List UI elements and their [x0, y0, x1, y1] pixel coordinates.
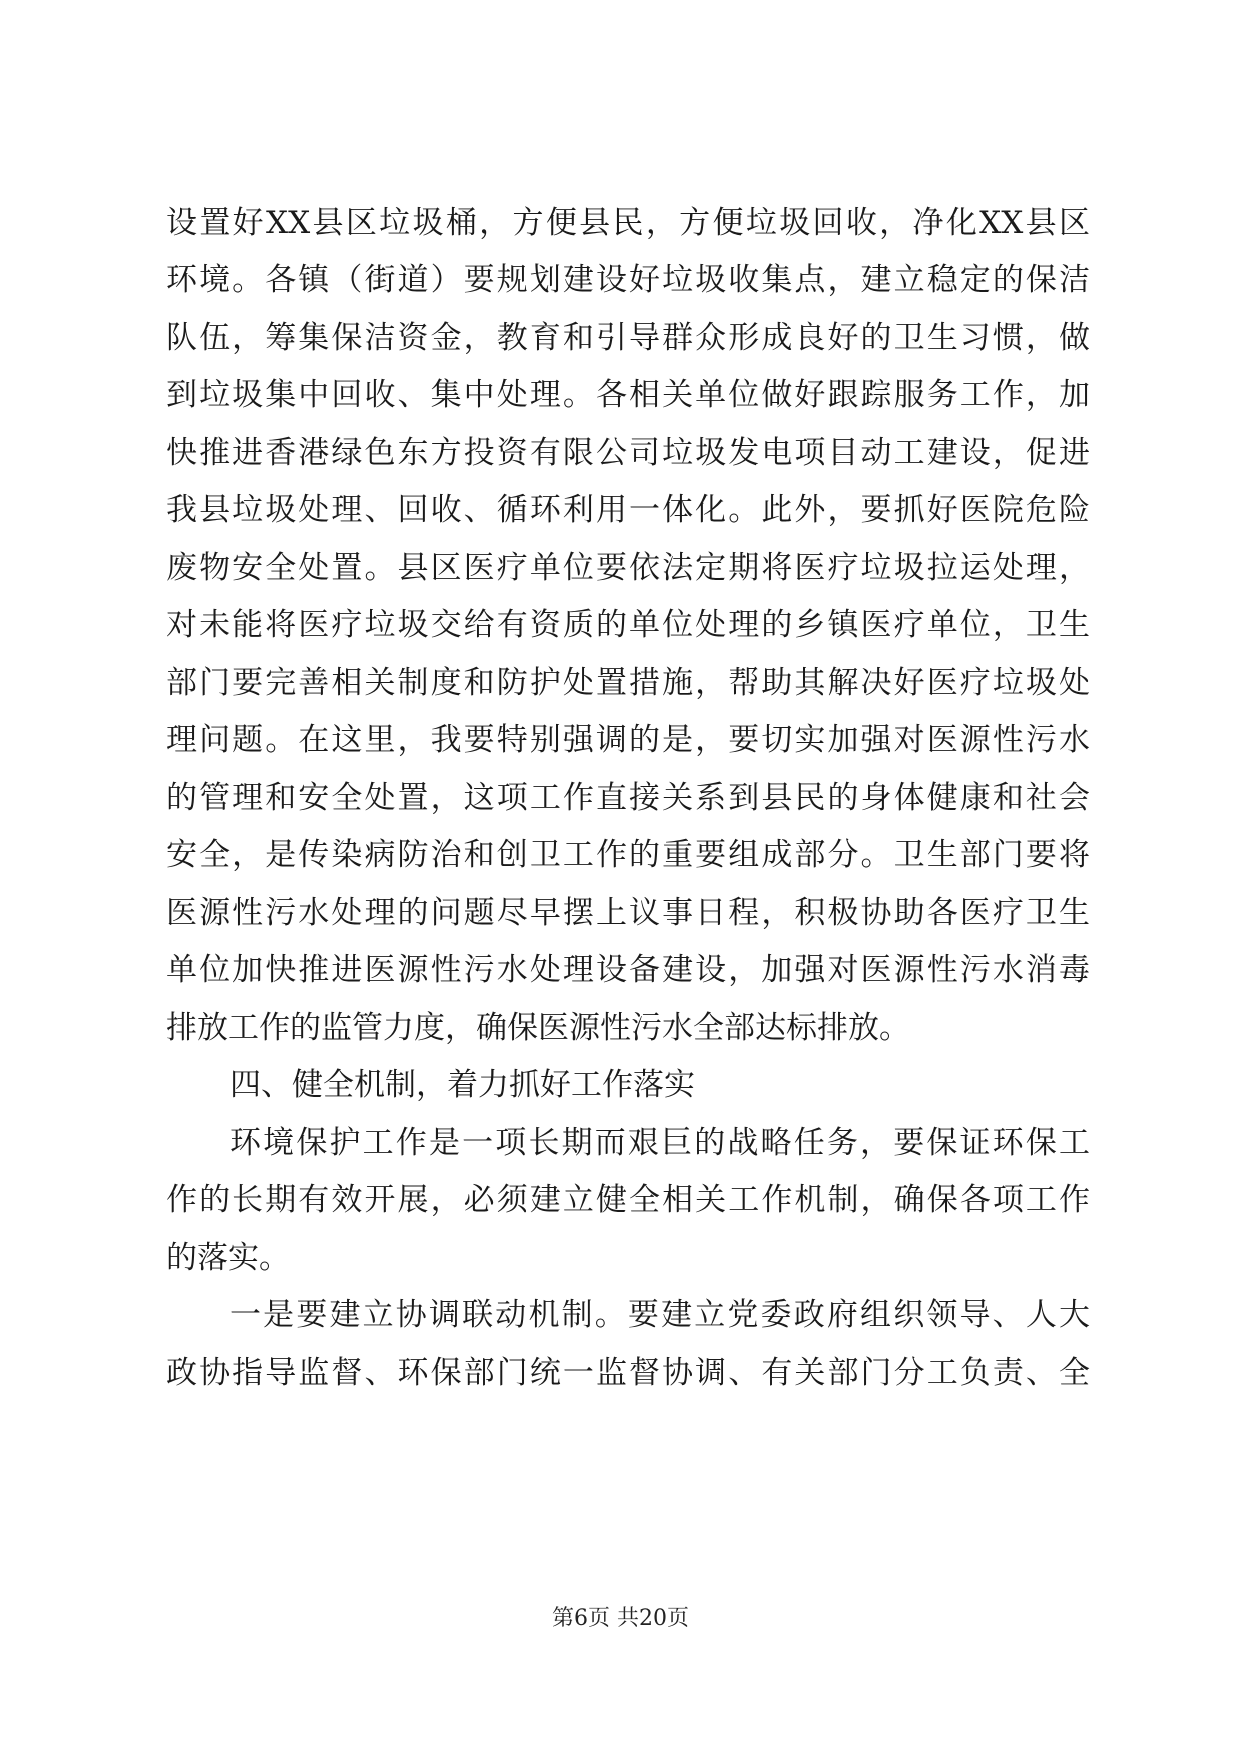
text-line: 设置好XX县区垃圾桶，方便县民，方便垃圾回收，净化XX县区: [166, 205, 1090, 241]
text-line: 的落实。: [166, 1240, 290, 1276]
text-line: 废物安全处置。县区医疗单位要依法定期将医疗垃圾拉运处理，: [166, 550, 1090, 586]
text-line: 环境保护工作是一项长期而艰巨的战略任务，要保证环保工: [230, 1125, 1090, 1161]
text-line: 政协指导监督、环保部门统一监督协调、有关部门分工负责、全: [166, 1355, 1090, 1391]
text-line: 快推进香港绿色东方投资有限公司垃圾发电项目动工建设，促进: [166, 435, 1090, 471]
text-line: 排放工作的监管力度，确保医源性污水全部达标排放。: [166, 1010, 910, 1046]
text-line: 我县垃圾处理、回收、循环利用一体化。此外，要抓好医院危险: [166, 492, 1090, 528]
section-heading: 四、健全机制，着力抓好工作落实: [230, 1067, 695, 1103]
text-line: 理问题。在这里，我要特别强调的是，要切实加强对医源性污水: [166, 722, 1090, 758]
text-line: 单位加快推进医源性污水处理设备建设，加强对医源性污水消毒: [166, 952, 1090, 988]
text-line: 的管理和安全处置，这项工作直接关系到县民的身体健康和社会: [166, 780, 1090, 816]
text-line: 队伍，筹集保洁资金，教育和引导群众形成良好的卫生习惯，做: [166, 320, 1090, 356]
text-line: 对未能将医疗垃圾交给有资质的单位处理的乡镇医疗单位，卫生: [166, 607, 1090, 643]
text-line: 环境。各镇（街道）要规划建设好垃圾收集点，建立稳定的保洁: [166, 262, 1090, 298]
text-line: 到垃圾集中回收、集中处理。各相关单位做好跟踪服务工作，加: [166, 377, 1090, 413]
text-line: 安全，是传染病防治和创卫工作的重要组成部分。卫生部门要将: [166, 837, 1090, 873]
text-line: 医源性污水处理的问题尽早摆上议事日程，积极协助各医疗卫生: [166, 895, 1090, 931]
text-line: 部门要完善相关制度和防护处置措施，帮助其解决好医疗垃圾处: [166, 665, 1090, 701]
text-line: 一是要建立协调联动机制。要建立党委政府组织领导、人大: [230, 1297, 1090, 1333]
text-line: 作的长期有效开展，必须建立健全相关工作机制，确保各项工作: [166, 1182, 1090, 1218]
page-number-footer: 第6页 共20页: [552, 1606, 689, 1631]
